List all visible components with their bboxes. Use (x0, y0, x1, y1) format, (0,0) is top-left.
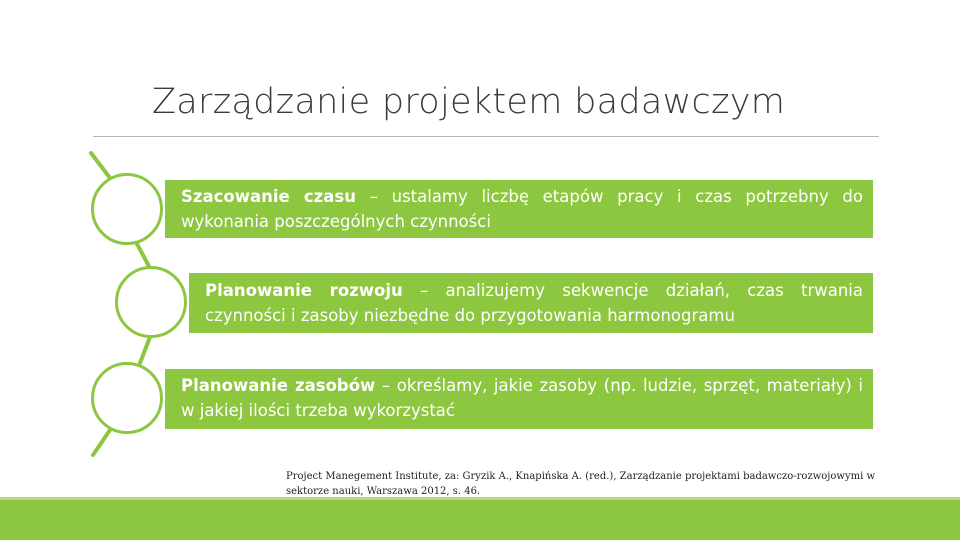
step-band-development-planning (189, 273, 873, 333)
step-marker-circle (91, 362, 163, 434)
step-description: – określamy, jakie zasoby (np. ludzie, sprzęt, materiały) i w jakiej ilości trzeba wykorzystać (181, 376, 863, 420)
slide-title: Zarządzanie projektem badawczym (152, 82, 786, 122)
step-band-time-estimation (165, 180, 873, 238)
source-citation: Project Manegement Institute, za: Gryzik A., Knapińska A. (red.), Zarządzanie projektami badawczo-rozwojowymi w sektorze nauki, Warszawa 2012, s. 46. (286, 471, 876, 497)
footer-bar (0, 500, 960, 540)
step-description: – ustalamy liczbę etapów pracy i czas potrzebny do wykonania poszczególnych czynności (181, 187, 863, 231)
step-term: Szacowanie czasu (181, 187, 356, 206)
step-term: Planowanie zasobów (181, 376, 376, 395)
step-term: Planowanie rozwoju (205, 281, 403, 300)
step-marker-circle (91, 173, 163, 245)
step-marker-circle (115, 266, 187, 338)
step-description: – analizujemy sekwencje działań, czas trwania czynności i zasoby niezbędne do przygotowania harmonogramu (205, 281, 863, 325)
step-band-resource-planning (165, 369, 873, 429)
title-divider (93, 136, 879, 137)
